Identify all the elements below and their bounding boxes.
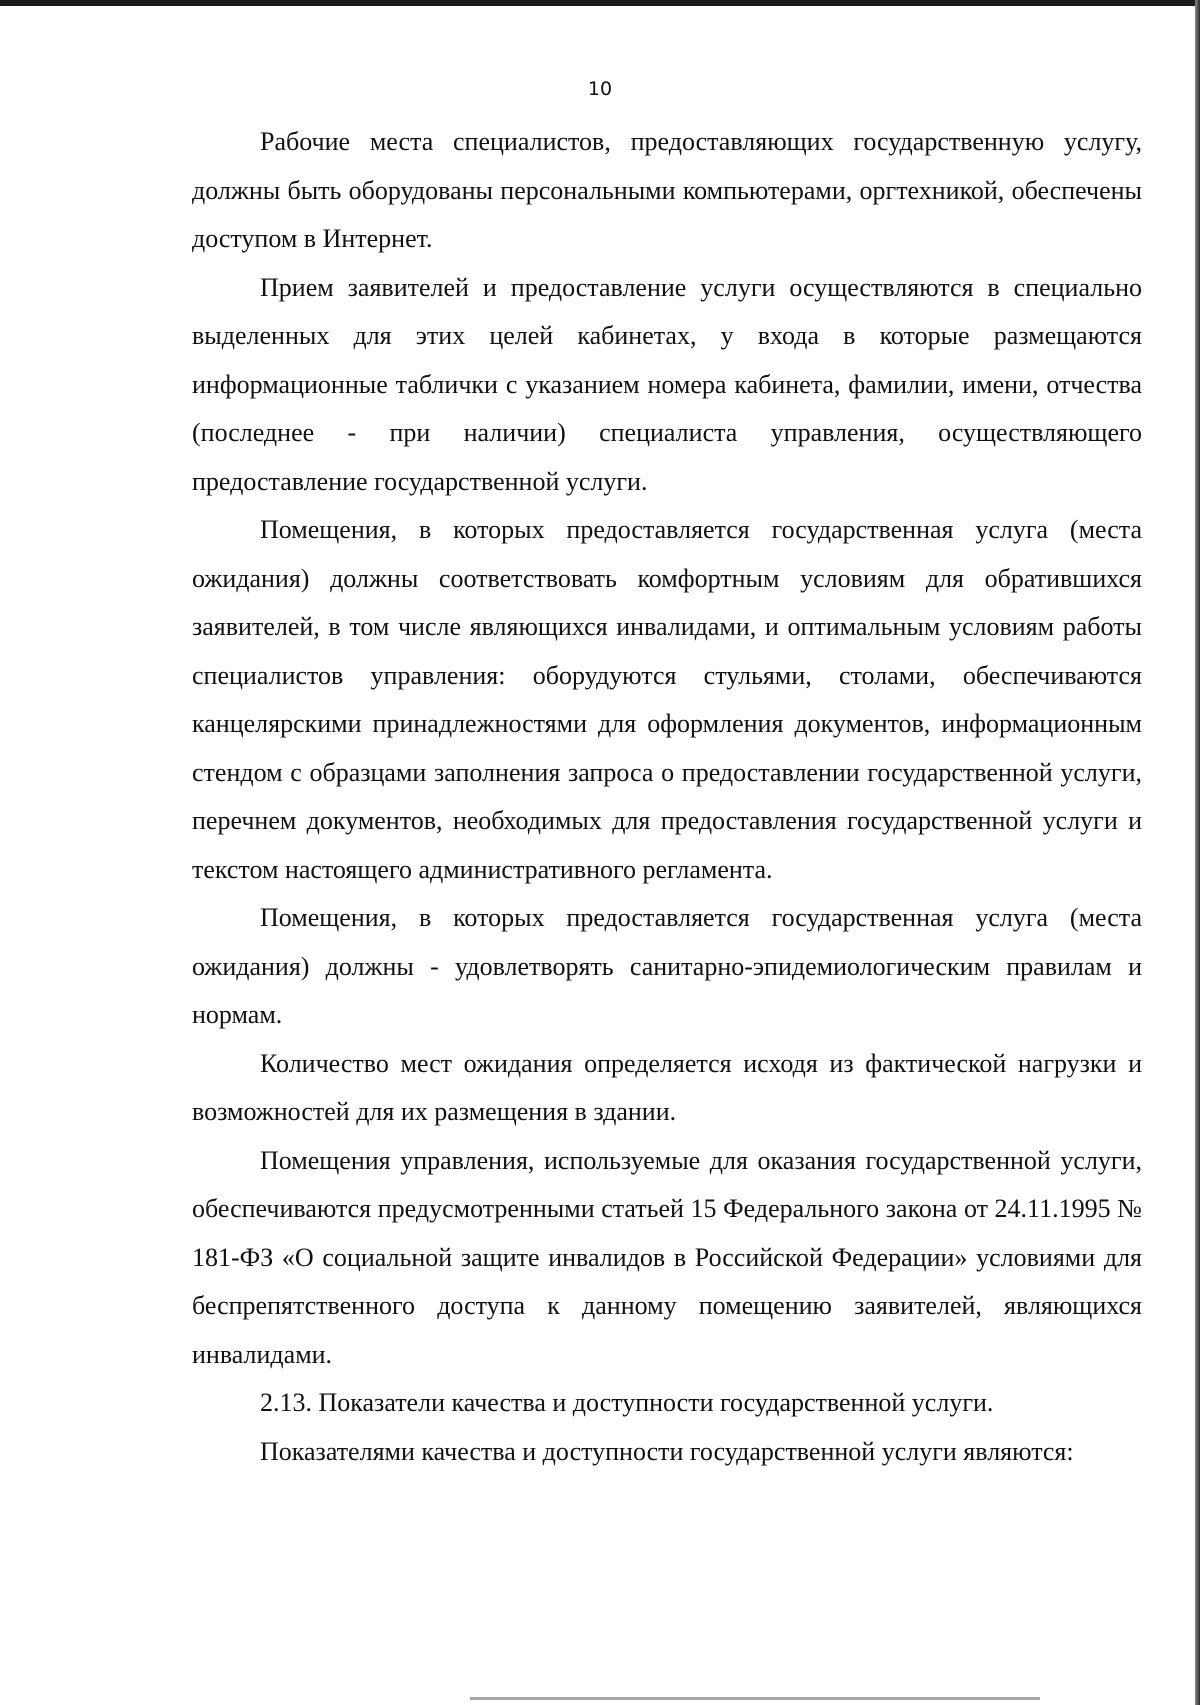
scan-edge-bottom: [470, 1697, 1040, 1700]
paragraph-workplaces: Рабочие места специалистов, предоставляющих государственную услугу, должны быть оборудованы персональными компьютерами, оргтехникой, обеспечены доступом в Интернет.: [192, 127, 1142, 253]
document-body: [192, 118, 1142, 1476]
page-number: 10: [587, 78, 613, 100]
paragraph-quality-indicators: Показателями качества и доступности государственной услуги являются:: [260, 1436, 1074, 1466]
paragraph-reception: Прием заявителей и предоставление услуги осуществляются в специально выделенных для этих целей кабинетах, у входа в которые размещаются информационные таблички с указанием номера кабинета, фамилии, имени, отчества (последнее - при наличии) специалиста управления, осуществляющего предоставление государственной услуги.: [192, 272, 1142, 496]
paragraph-accessibility: Помещения управления, используемые для оказания государственной услуги, обеспечиваются предусмотренными статьей 15 Федерального закона от 24.11.1995 № 181-ФЗ «О социальной защите инвалидов в Российской Федерации» условиями для беспрепятственного доступа к данному помещению заявителей, являющихся инвалидами.: [192, 1145, 1142, 1369]
paragraph-waiting-places-count: Количество мест ожидания определяется исходя из фактической нагрузки и возможностей для их размещения в здании.: [192, 1048, 1142, 1126]
paragraph-waiting-rooms-sanitary: Помещения, в которых предоставляется государственная услуга (места ожидания) должны - удовлетворять санитарно-эпидемиологическим правилам и нормам.: [192, 903, 1142, 1029]
scan-edge-right: [1195, 0, 1200, 1705]
paragraph-waiting-rooms-comfort: Помещения, в которых предоставляется государственная услуга (места ожидания) должны соответствовать комфортным условиям для обратившихся заявителей, в том числе являющихся инвалидами, и оптимальным условиям работы специалистов управления: оборудуются стульями, столами, обеспечиваются канцелярскими принадлежностями для оформления документов, информационным стендом с образцами заполнения запроса о предоставлении государственной услуги, перечнем документов, необходимых для предоставления государственной услуги и текстом настоящего административного регламента.: [192, 515, 1142, 884]
section-heading-2-13: 2.13. Показатели качества и доступности государственной услуги.: [260, 1388, 994, 1417]
scan-edge-top: [0, 0, 1200, 6]
